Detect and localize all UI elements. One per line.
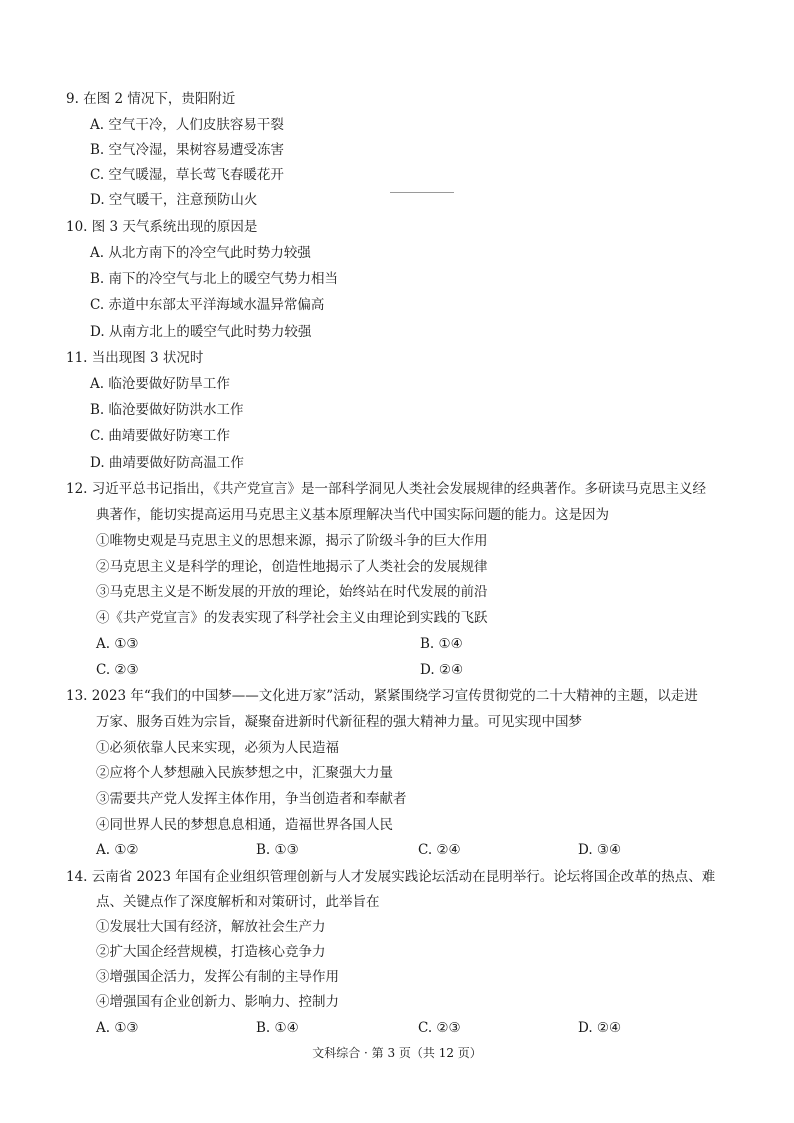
choice-a: A. ①③	[96, 1020, 139, 1036]
statement-4: ④增强国有企业创新力、影响力、控制力	[96, 994, 339, 1010]
option-a: A. 临沧要做好防旱工作	[90, 376, 230, 392]
choice-d: D. ③④	[578, 842, 622, 858]
choice-b: B. ①④	[256, 1020, 299, 1036]
choice-b: B. ①③	[256, 842, 299, 858]
choice-c: C. ②③	[96, 662, 139, 678]
question-stem-line2: 万家、服务百姓为宗旨，凝聚奋进新时代新征程的强大精神力量。可见实现中国梦	[96, 714, 582, 730]
option-c: C. 空气暖湿，草长莺飞春暖花开	[90, 167, 284, 183]
statement-2: ②马克思主义是科学的理论，创造性地揭示了人类社会的发展规律	[96, 559, 488, 575]
question-stem-line2: 典著作，能切实提高运用马克思主义基本原理解决当代中国实际问题的能力。这是因为	[96, 507, 609, 523]
option-b: B. 临沧要做好防洪水工作	[90, 402, 244, 418]
option-d: D. 空气暖干，注意预防山火	[90, 192, 258, 208]
question-stem: 11. 当出现图 3 状况时	[66, 350, 204, 366]
option-a: A. 从北方南下的冷空气此时势力较强	[90, 245, 311, 261]
scan-mark	[390, 192, 454, 193]
option-b: B. 空气冷湿，果树容易遭受冻害	[90, 142, 285, 158]
statement-3: ③需要共产党人发挥主体作用，争当创造者和奉献者	[96, 791, 407, 807]
option-d: D. 从南方北上的暖空气此时势力较强	[90, 324, 312, 340]
statement-1: ①必须依靠人民来实现，必须为人民造福	[96, 740, 339, 756]
statement-3: ③马克思主义是不断发展的开放的理论，始终站在时代发展的前沿	[96, 584, 488, 600]
question-stem-line1: 12. 习近平总书记指出，《共产党宣言》是一部科学洞见人类社会发展规律的经典著作。多研读马克思主义经	[66, 481, 707, 497]
statement-3: ③增强国企活力，发挥公有制的主导作用	[96, 969, 339, 985]
choice-a: A. ①③	[96, 636, 139, 652]
choice-c: C. ②③	[418, 1020, 461, 1036]
option-b: B. 南下的冷空气与北上的暖空气势力相当	[90, 271, 339, 287]
statement-1: ①发展壮大国有经济，解放社会生产力	[96, 919, 326, 935]
statement-4: ④《共产党宣言》的发表实现了科学社会主义由理论到实践的飞跃	[96, 610, 488, 626]
question-stem: 10. 图 3 天气系统出现的原因是	[66, 219, 258, 235]
choice-d: D. ②④	[420, 662, 464, 678]
statement-2: ②应将个人梦想融入民族梦想之中，汇聚强大力量	[96, 765, 393, 781]
question-stem-line2: 点、关键点作了深度解析和对策研讨，此举旨在	[96, 894, 380, 910]
option-d: D. 曲靖要做好防高温工作	[90, 455, 244, 471]
choice-c: C. ②④	[418, 842, 461, 858]
option-a: A. 空气干冷，人们皮肤容易干裂	[90, 117, 284, 133]
option-c: C. 赤道中东部太平洋海域水温异常偏高	[90, 297, 325, 313]
option-c: C. 曲靖要做好防寒工作	[90, 428, 230, 444]
choice-d: D. ②④	[578, 1020, 622, 1036]
question-stem: 9. 在图 2 情况下，贵阳附近	[66, 91, 236, 107]
question-stem-line1: 13. 2023 年“我们的中国梦——文化进万家”活动，紧紧围绕学习宣传贯彻党的二十大精神的主题，以走进	[66, 688, 698, 704]
statement-2: ②扩大国企经营规模，打造核心竞争力	[96, 944, 326, 960]
question-stem-line1: 14. 云南省 2023 年国有企业组织管理创新与人才发展实践论坛活动在昆明举行。论坛将国企改革的热点、难	[66, 869, 716, 885]
choice-a: A. ①②	[96, 842, 139, 858]
choice-b: B. ①④	[420, 636, 463, 652]
statement-4: ④同世界人民的梦想息息相通，造福世界各国人民	[96, 817, 393, 833]
statement-1: ①唯物史观是马克思主义的思想来源，揭示了阶级斗争的巨大作用	[96, 533, 488, 549]
page-footer: 文科综合 · 第 3 页（共 12 页）	[312, 1046, 482, 1060]
